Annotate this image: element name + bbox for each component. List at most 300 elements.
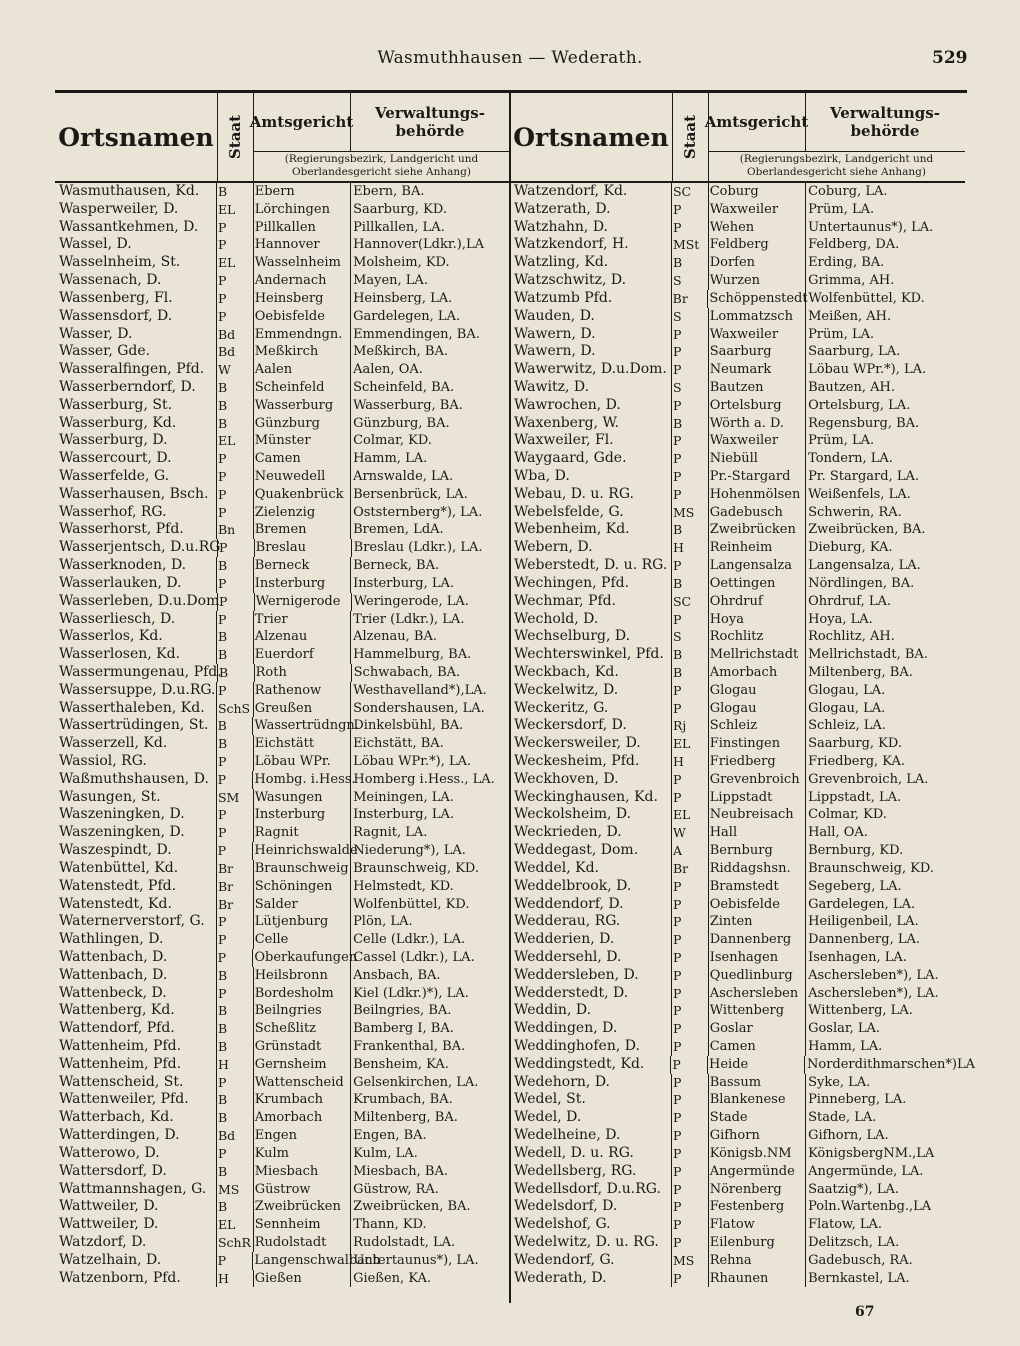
staat-cell: P bbox=[217, 272, 254, 290]
ortsname-cell: Wasserberndorf, D. bbox=[55, 379, 217, 397]
ortsname-cell: Weckesheim, Pfd. bbox=[510, 753, 672, 771]
table-row bbox=[510, 806, 965, 824]
ortsname-cell: Wasserknoden, D. bbox=[55, 557, 217, 575]
amtsgericht-cell: Hohenmölsen bbox=[709, 486, 806, 504]
verwaltung-cell: Molsheim, KD. bbox=[353, 255, 450, 271]
verwaltung-cell: Güstrow, RA. bbox=[353, 1181, 439, 1197]
staat-cell: B bbox=[218, 664, 255, 682]
ortsname-cell: Wechold, D. bbox=[510, 611, 672, 629]
table-row bbox=[510, 1055, 975, 1074]
verwaltung-cell: Braunschweig, KD. bbox=[353, 860, 480, 876]
table-row bbox=[510, 1252, 965, 1270]
amtsgericht-cell: Goslar bbox=[709, 1020, 806, 1038]
ortsname-cell: Weckrieden, D. bbox=[510, 824, 672, 842]
verwaltung-cell: Erding, BA. bbox=[808, 255, 885, 271]
staat-cell: P bbox=[672, 1020, 709, 1038]
amtsgericht-cell: Bremen bbox=[254, 521, 351, 539]
table-row bbox=[510, 967, 965, 985]
ortsname-cell: Weckinghausen, Kd. bbox=[510, 789, 672, 807]
staat-cell: P bbox=[672, 1163, 709, 1181]
header-ortsnamen: Ortsnamen bbox=[55, 93, 218, 181]
verwaltung-cell: Nördlingen, BA. bbox=[808, 575, 915, 591]
table-row bbox=[55, 1234, 510, 1252]
ortsname-cell: Wawern, D. bbox=[510, 326, 672, 344]
table-row bbox=[510, 1181, 965, 1199]
verwaltung-cell: Breslau (Ldkr.), LA. bbox=[353, 540, 483, 556]
table-row bbox=[55, 682, 510, 700]
verwaltung-cell: Dieburg, KA. bbox=[808, 540, 893, 556]
table-row bbox=[510, 183, 965, 201]
verwaltung-cell: Bamberg I, BA. bbox=[353, 1021, 454, 1037]
staat-cell: P bbox=[672, 432, 709, 450]
ortsname-cell: Wattenbach, D. bbox=[55, 949, 217, 967]
table-row bbox=[510, 913, 965, 931]
staat-cell: MS bbox=[217, 1181, 254, 1199]
verwaltung-cell: Friedberg, KA. bbox=[808, 754, 905, 769]
amtsgericht-cell: Blankenese bbox=[709, 1091, 806, 1109]
amtsgericht-cell: Amorbach bbox=[254, 1109, 351, 1127]
verwaltung-cell: Hoya, LA. bbox=[808, 611, 873, 627]
header-staat-label: Staat bbox=[226, 114, 245, 160]
staat-cell: P bbox=[217, 913, 254, 931]
table-row bbox=[55, 717, 510, 735]
table-row bbox=[510, 860, 965, 878]
verwaltung-cell: Cassel (Ldkr.), LA. bbox=[353, 949, 475, 965]
ortsname-cell: Watterbach, Kd. bbox=[55, 1109, 217, 1127]
ortsname-cell: Wba, D. bbox=[510, 468, 672, 486]
table-row bbox=[510, 1038, 965, 1056]
ortsname-cell: Wasserhausen, Bsch. bbox=[55, 486, 217, 504]
amtsgericht-cell: Ohrdruf bbox=[709, 593, 806, 611]
ortsname-cell: Wattweiler, D. bbox=[55, 1216, 217, 1234]
verwaltung-cell: Löbau WPr.*), LA. bbox=[353, 754, 472, 769]
table-header bbox=[510, 93, 965, 183]
staat-cell: MSt bbox=[672, 236, 709, 254]
staat-cell: B bbox=[217, 1002, 254, 1020]
table-header bbox=[55, 93, 510, 183]
verwaltung-cell: Hall, OA. bbox=[808, 825, 868, 841]
amtsgericht-cell: Breslau bbox=[255, 539, 352, 557]
ortsname-cell: Wawitz, D. bbox=[510, 379, 672, 397]
table-row bbox=[55, 254, 510, 272]
staat-cell: Rj bbox=[672, 717, 709, 735]
ortsname-cell: Weckbach, Kd. bbox=[510, 664, 672, 682]
table-row bbox=[510, 432, 965, 450]
table-row bbox=[55, 628, 510, 646]
staat-cell: P bbox=[217, 842, 254, 860]
staat-cell: EL bbox=[217, 432, 254, 450]
ortsname-cell: Weddelbrook, D. bbox=[510, 878, 672, 896]
table-row bbox=[55, 789, 510, 807]
ortsname-cell: Weckeritz, G. bbox=[510, 700, 672, 718]
verwaltung-cell: Dannenberg, LA. bbox=[808, 932, 921, 948]
ortsname-cell: Watzkendorf, H. bbox=[510, 236, 672, 254]
amtsgericht-cell: Nörenberg bbox=[709, 1181, 806, 1199]
header-staat-label: Staat bbox=[681, 114, 700, 160]
amtsgericht-cell: Wurzen bbox=[709, 272, 806, 290]
ortsname-cell: Wattenscheid, St. bbox=[55, 1074, 217, 1092]
amtsgericht-cell: Riddagshsn. bbox=[709, 860, 806, 878]
amtsgericht-cell: Waxweiler bbox=[709, 326, 806, 344]
amtsgericht-cell: Kulm bbox=[254, 1145, 351, 1163]
staat-cell: P bbox=[672, 450, 709, 468]
table-row bbox=[510, 379, 965, 397]
ortsname-cell: Wasser, Gde. bbox=[55, 343, 217, 361]
verwaltung-cell: Pinneberg, LA. bbox=[808, 1092, 907, 1108]
ortsname-cell: Wassenach, D. bbox=[55, 272, 217, 290]
amtsgericht-cell: Bautzen bbox=[709, 379, 806, 397]
table-row bbox=[55, 539, 510, 557]
verwaltung-cell: Heiligenbeil, LA. bbox=[808, 914, 919, 930]
amtsgericht-cell: Zweibrücken bbox=[709, 521, 806, 539]
staat-cell: Br bbox=[217, 878, 254, 896]
amtsgericht-cell: Rudolstadt bbox=[254, 1234, 351, 1252]
staat-cell: Bd bbox=[217, 343, 254, 361]
table-row bbox=[510, 1127, 965, 1145]
staat-cell: EL bbox=[672, 735, 709, 753]
amtsgericht-cell: Camen bbox=[709, 1038, 806, 1056]
verwaltung-cell: Helmstedt, KD. bbox=[353, 878, 454, 894]
verwaltung-cell: Aalen, OA. bbox=[353, 362, 423, 378]
ortsname-cell: Weckersdorf, D. bbox=[510, 717, 672, 735]
verwaltung-cell: Mayen, LA. bbox=[353, 273, 428, 289]
table-row bbox=[510, 593, 965, 611]
table-row bbox=[55, 468, 510, 486]
verwaltung-cell: Meßkirch, BA. bbox=[353, 344, 448, 360]
verwaltung-cell: Prüm, LA. bbox=[808, 433, 875, 449]
table-row bbox=[55, 646, 510, 664]
ortsname-cell: Wederath, D. bbox=[510, 1270, 672, 1288]
verwaltung-cell: Glogau, LA. bbox=[808, 682, 886, 698]
staat-cell: P bbox=[217, 290, 254, 308]
ortsname-cell: Wasserlauken, D. bbox=[55, 575, 217, 593]
table-row bbox=[55, 985, 510, 1003]
ortsname-cell: Wechselburg, D. bbox=[510, 628, 672, 646]
verwaltung-cell: Goslar, LA. bbox=[808, 1021, 881, 1037]
verwaltung-cell: Weringerode, LA. bbox=[353, 593, 469, 609]
verwaltung-cell: Glogau, LA. bbox=[808, 700, 886, 716]
ortsname-cell: Weddinghofen, D. bbox=[510, 1038, 672, 1056]
table-row bbox=[510, 949, 965, 967]
verwaltung-cell: Prüm, LA. bbox=[808, 326, 875, 342]
amtsgericht-cell: Zinten bbox=[709, 913, 806, 931]
staat-cell: Br bbox=[672, 860, 709, 878]
staat-cell: B bbox=[217, 1198, 254, 1216]
table-row bbox=[55, 842, 510, 860]
ortsname-cell: Weddingen, D. bbox=[510, 1020, 672, 1038]
amtsgericht-cell: Schleiz bbox=[709, 717, 806, 735]
amtsgericht-cell: Braunschweig bbox=[254, 860, 351, 878]
amtsgericht-cell: Sennheim bbox=[254, 1216, 351, 1234]
table-row bbox=[55, 415, 510, 433]
ortsname-cell: Wattmannshagen, G. bbox=[55, 1181, 217, 1199]
header-note: (Regierungsbezirk, Landgericht und Oberlandesgericht siehe Anhang) bbox=[284, 153, 479, 178]
ortsname-cell: Wedell, D. u. RG. bbox=[510, 1145, 672, 1163]
ortsname-cell: Wattenberg, Kd. bbox=[55, 1002, 217, 1020]
staat-cell: P bbox=[672, 896, 709, 914]
table-row bbox=[510, 201, 965, 219]
ortsname-cell: Wattenbeck, D. bbox=[55, 985, 217, 1003]
ortsname-cell: Wassantkehmen, D. bbox=[55, 219, 217, 237]
amtsgericht-cell: Wasungen bbox=[254, 789, 351, 807]
staat-cell: P bbox=[672, 878, 709, 896]
verwaltung-cell: Regensburg, BA. bbox=[808, 415, 920, 431]
amtsgericht-cell: Oberkaufungen bbox=[254, 949, 358, 965]
ortsname-cell: Waszeningken, D. bbox=[55, 806, 217, 824]
ortsname-cell: Wathlingen, D. bbox=[55, 931, 217, 949]
staat-cell: B bbox=[672, 521, 709, 539]
staat-cell: B bbox=[217, 1109, 254, 1127]
verwaltung-cell: Gardelegen, LA. bbox=[353, 308, 461, 324]
amtsgericht-cell: Hannover bbox=[254, 236, 351, 254]
amtsgericht-cell: Quedlinburg bbox=[709, 967, 806, 985]
ortsname-cell: Wassenberg, Fl. bbox=[55, 290, 217, 308]
staat-cell: P bbox=[672, 219, 709, 237]
amtsgericht-cell: Pillkallen bbox=[254, 219, 351, 237]
verwaltung-cell: Grimma, AH. bbox=[808, 273, 895, 289]
ortsname-cell: Weberstedt, D. u. RG. bbox=[510, 557, 672, 575]
staat-cell: H bbox=[672, 753, 709, 771]
verwaltung-cell: Emmendingen, BA. bbox=[353, 326, 480, 342]
table-row bbox=[55, 700, 510, 718]
staat-cell: P bbox=[672, 557, 709, 575]
amtsgericht-cell: Wörth a. D. bbox=[709, 415, 806, 433]
verwaltung-cell: Gardelegen, LA. bbox=[808, 896, 916, 912]
ortsname-cell: Watzumb Pfd. bbox=[510, 290, 672, 308]
ortsname-cell: Weckelwitz, D. bbox=[510, 682, 672, 700]
amtsgericht-cell: Wernigerode bbox=[255, 593, 352, 611]
verwaltung-cell: Dinkelsbühl, BA. bbox=[353, 718, 464, 734]
verwaltung-cell: Wolfenbüttel, KD. bbox=[808, 290, 925, 306]
amtsgericht-cell: Trier bbox=[254, 611, 351, 629]
staat-cell: B bbox=[672, 415, 709, 433]
staat-cell: P bbox=[672, 1198, 709, 1216]
ortsname-cell: Waxenberg, W. bbox=[510, 415, 672, 433]
amtsgericht-cell: Bordesholm bbox=[254, 985, 351, 1003]
staat-cell: P bbox=[217, 611, 254, 629]
amtsgericht-cell: Insterburg bbox=[254, 575, 351, 593]
table-row bbox=[55, 557, 510, 575]
table-row bbox=[510, 842, 965, 860]
staat-cell: SC bbox=[672, 593, 709, 611]
staat-cell: P bbox=[217, 949, 254, 967]
staat-cell: P bbox=[217, 771, 254, 789]
table-row bbox=[55, 219, 510, 237]
amtsgericht-cell: Flatow bbox=[709, 1216, 806, 1234]
table-row bbox=[55, 486, 510, 504]
staat-cell: W bbox=[672, 824, 709, 842]
table-row bbox=[55, 432, 510, 450]
amtsgericht-cell: Coburg bbox=[709, 183, 806, 201]
amtsgericht-cell: Miesbach bbox=[254, 1163, 351, 1181]
right-table-body bbox=[510, 183, 975, 1287]
verwaltung-cell: Saarburg, KD. bbox=[808, 736, 902, 752]
table-row bbox=[55, 290, 510, 308]
ortsname-cell: Wattendorf, Pfd. bbox=[55, 1020, 217, 1038]
verwaltung-cell: Eichstätt, BA. bbox=[353, 736, 444, 752]
amtsgericht-cell: Beilngries bbox=[254, 1002, 351, 1020]
amtsgericht-cell: Hall bbox=[709, 824, 806, 842]
amtsgericht-cell: Grünstadt bbox=[254, 1038, 351, 1056]
table-row bbox=[510, 504, 965, 522]
amtsgericht-cell: Zielenzig bbox=[254, 504, 351, 522]
amtsgericht-cell: Salder bbox=[254, 896, 351, 914]
amtsgericht-cell: Oebisfelde bbox=[709, 896, 806, 914]
staat-cell: B bbox=[672, 254, 709, 272]
verwaltung-cell: Feldberg, DA. bbox=[808, 237, 900, 253]
ortsname-cell: Wasserlosen, Kd. bbox=[55, 646, 217, 664]
staat-cell: P bbox=[672, 931, 709, 949]
verwaltung-cell: Celle (Ldkr.), LA. bbox=[353, 932, 466, 948]
ortsname-cell: Wassiol, RG. bbox=[55, 753, 217, 771]
ortsname-cell: Wasser, D. bbox=[55, 326, 217, 344]
staat-cell: P bbox=[672, 913, 709, 931]
amtsgericht-cell: Roth bbox=[255, 664, 352, 682]
verwaltung-cell: Ortelsburg, LA. bbox=[808, 397, 911, 413]
table-row bbox=[510, 575, 965, 593]
ortsname-cell: Weddendorf, D. bbox=[510, 896, 672, 914]
verwaltung-cell: Oststernberg*), LA. bbox=[353, 504, 483, 520]
table-row bbox=[55, 236, 510, 254]
amtsgericht-cell: Güstrow bbox=[254, 1181, 351, 1199]
ortsname-cell: Wasserhorst, Pfd. bbox=[55, 521, 217, 539]
table-row bbox=[55, 913, 510, 931]
amtsgericht-cell: Insterburg bbox=[254, 806, 351, 824]
table-row bbox=[510, 628, 965, 646]
amtsgericht-cell: Wittenberg bbox=[709, 1002, 806, 1020]
staat-cell: MS bbox=[672, 504, 709, 522]
staat-cell: P bbox=[217, 682, 254, 700]
ortsname-cell: Wattenheim, Pfd. bbox=[55, 1038, 217, 1056]
staat-cell: H bbox=[217, 1056, 254, 1074]
amtsgericht-cell: Heinsberg bbox=[254, 290, 351, 308]
amtsgericht-cell: Engen bbox=[254, 1127, 351, 1145]
ortsname-cell: Waßmuthshausen, D. bbox=[55, 771, 217, 789]
amtsgericht-cell: Scheßlitz bbox=[254, 1020, 351, 1038]
table-row bbox=[55, 361, 510, 379]
ortsname-cell: Wawerwitz, D.u.Dom. bbox=[510, 361, 672, 379]
staat-cell: P bbox=[217, 504, 254, 522]
staat-cell: B bbox=[217, 1091, 254, 1109]
verwaltung-cell: Bremen, LdA. bbox=[353, 522, 444, 538]
ortsname-cell: Wasserthaleben, Kd. bbox=[55, 700, 217, 718]
staat-cell: P bbox=[217, 575, 254, 593]
amtsgericht-cell: Angermünde bbox=[709, 1163, 806, 1181]
staat-cell: B bbox=[217, 1163, 254, 1181]
verwaltung-cell: Untertaunus*), LA. bbox=[808, 219, 934, 235]
staat-cell: P bbox=[672, 201, 709, 219]
table-row bbox=[55, 397, 510, 415]
ortsname-cell: Wedderstedt, D. bbox=[510, 985, 672, 1003]
staat-cell: P bbox=[672, 1145, 709, 1163]
ortsname-cell: Wasserburg, Kd. bbox=[55, 415, 217, 433]
ortsname-cell: Wedehorn, D. bbox=[510, 1074, 672, 1092]
table-row bbox=[510, 521, 965, 539]
table-row bbox=[510, 361, 965, 379]
table-row bbox=[510, 1270, 965, 1288]
staat-cell: P bbox=[672, 468, 709, 486]
amtsgericht-cell: Berneck bbox=[254, 557, 351, 575]
verwaltung-cell: Coburg, LA. bbox=[808, 184, 888, 199]
table-row bbox=[510, 1145, 965, 1163]
verwaltung-cell: Plön, LA. bbox=[353, 914, 413, 930]
table-row bbox=[55, 1145, 510, 1163]
table-row bbox=[55, 1252, 510, 1270]
table-row bbox=[55, 343, 510, 361]
verwaltung-cell: Tondern, LA. bbox=[808, 451, 893, 467]
table-row bbox=[55, 521, 510, 539]
verwaltung-cell: Aschersleben*), LA. bbox=[808, 967, 939, 983]
table-row bbox=[55, 1127, 510, 1145]
header-amtsgericht: Amtsgericht bbox=[708, 93, 806, 152]
amtsgericht-cell: Feldberg bbox=[709, 236, 806, 254]
verwaltung-cell: Delitzsch, LA. bbox=[808, 1234, 900, 1250]
amtsgericht-cell: Gifhorn bbox=[709, 1127, 806, 1145]
table-row bbox=[55, 771, 510, 789]
verwaltung-cell: Löbau WPr.*), LA. bbox=[808, 362, 927, 378]
table-row bbox=[510, 236, 965, 254]
staat-cell: Br bbox=[217, 860, 254, 878]
verwaltung-cell: Norderdithmarschen*)LA bbox=[807, 1056, 975, 1072]
ortsname-cell: Weddin, D. bbox=[510, 1002, 672, 1020]
table-row bbox=[510, 1198, 965, 1216]
verwaltung-cell: Homberg i.Hess., LA. bbox=[353, 771, 495, 787]
ortsname-cell: Watzhahn, D. bbox=[510, 219, 672, 237]
staat-cell: P bbox=[217, 985, 254, 1003]
amtsgericht-cell: Quakenbrück bbox=[254, 486, 351, 504]
header-note: (Regierungsbezirk, Landgericht und Oberlandesgericht siehe Anhang) bbox=[739, 153, 934, 178]
ortsname-cell: Wawrochen, D. bbox=[510, 397, 672, 415]
ortsname-cell: Wasserhof, RG. bbox=[55, 504, 217, 522]
amtsgericht-cell: Heide bbox=[708, 1056, 805, 1074]
staat-cell: B bbox=[217, 717, 254, 735]
staat-cell: P bbox=[672, 789, 709, 807]
staat-cell: P bbox=[672, 771, 709, 789]
staat-cell: P bbox=[672, 985, 709, 1003]
ortsname-cell: Waternerverstorf, G. bbox=[55, 913, 217, 931]
verwaltung-cell: Engen, BA. bbox=[353, 1128, 427, 1144]
verwaltung-cell: Pillkallen, LA. bbox=[353, 219, 445, 235]
verwaltung-cell: Zweibrücken, BA. bbox=[353, 1199, 471, 1215]
verwaltung-cell: Untertaunus*), LA. bbox=[353, 1252, 479, 1268]
table-row bbox=[510, 326, 965, 344]
verwaltung-cell: Bernkastel, LA. bbox=[808, 1270, 910, 1286]
table-row bbox=[510, 557, 965, 575]
ortsname-cell: Wassertrüdingen, St. bbox=[55, 717, 217, 735]
table-row bbox=[55, 1270, 510, 1288]
staat-cell: SchS bbox=[217, 700, 254, 718]
staat-cell: P bbox=[672, 397, 709, 415]
amtsgericht-cell: Heilsbronn bbox=[254, 967, 351, 985]
table-row bbox=[510, 717, 965, 735]
verwaltung-cell: Zweibrücken, BA. bbox=[808, 522, 926, 538]
table-row bbox=[55, 735, 510, 753]
ortsname-cell: Wasserliesch, D. bbox=[55, 611, 217, 629]
amtsgericht-cell: Eilenburg bbox=[709, 1234, 806, 1252]
ortsname-cell: Wassensdorf, D. bbox=[55, 308, 217, 326]
amtsgericht-cell: Wasserburg bbox=[254, 397, 351, 415]
amtsgericht-cell: Lütjenburg bbox=[254, 913, 351, 931]
verwaltung-cell: Kulm, LA. bbox=[353, 1145, 418, 1161]
left-column-table bbox=[55, 93, 510, 1287]
staat-cell: P bbox=[672, 611, 709, 629]
amtsgericht-cell: Wasselnheim bbox=[254, 254, 351, 272]
amtsgericht-cell: Wattenscheid bbox=[254, 1074, 351, 1092]
staat-cell: P bbox=[671, 1056, 708, 1074]
staat-cell: P bbox=[672, 1181, 709, 1199]
staat-cell: P bbox=[217, 753, 254, 771]
ortsname-cell: Wattersdorf, D. bbox=[55, 1163, 217, 1181]
